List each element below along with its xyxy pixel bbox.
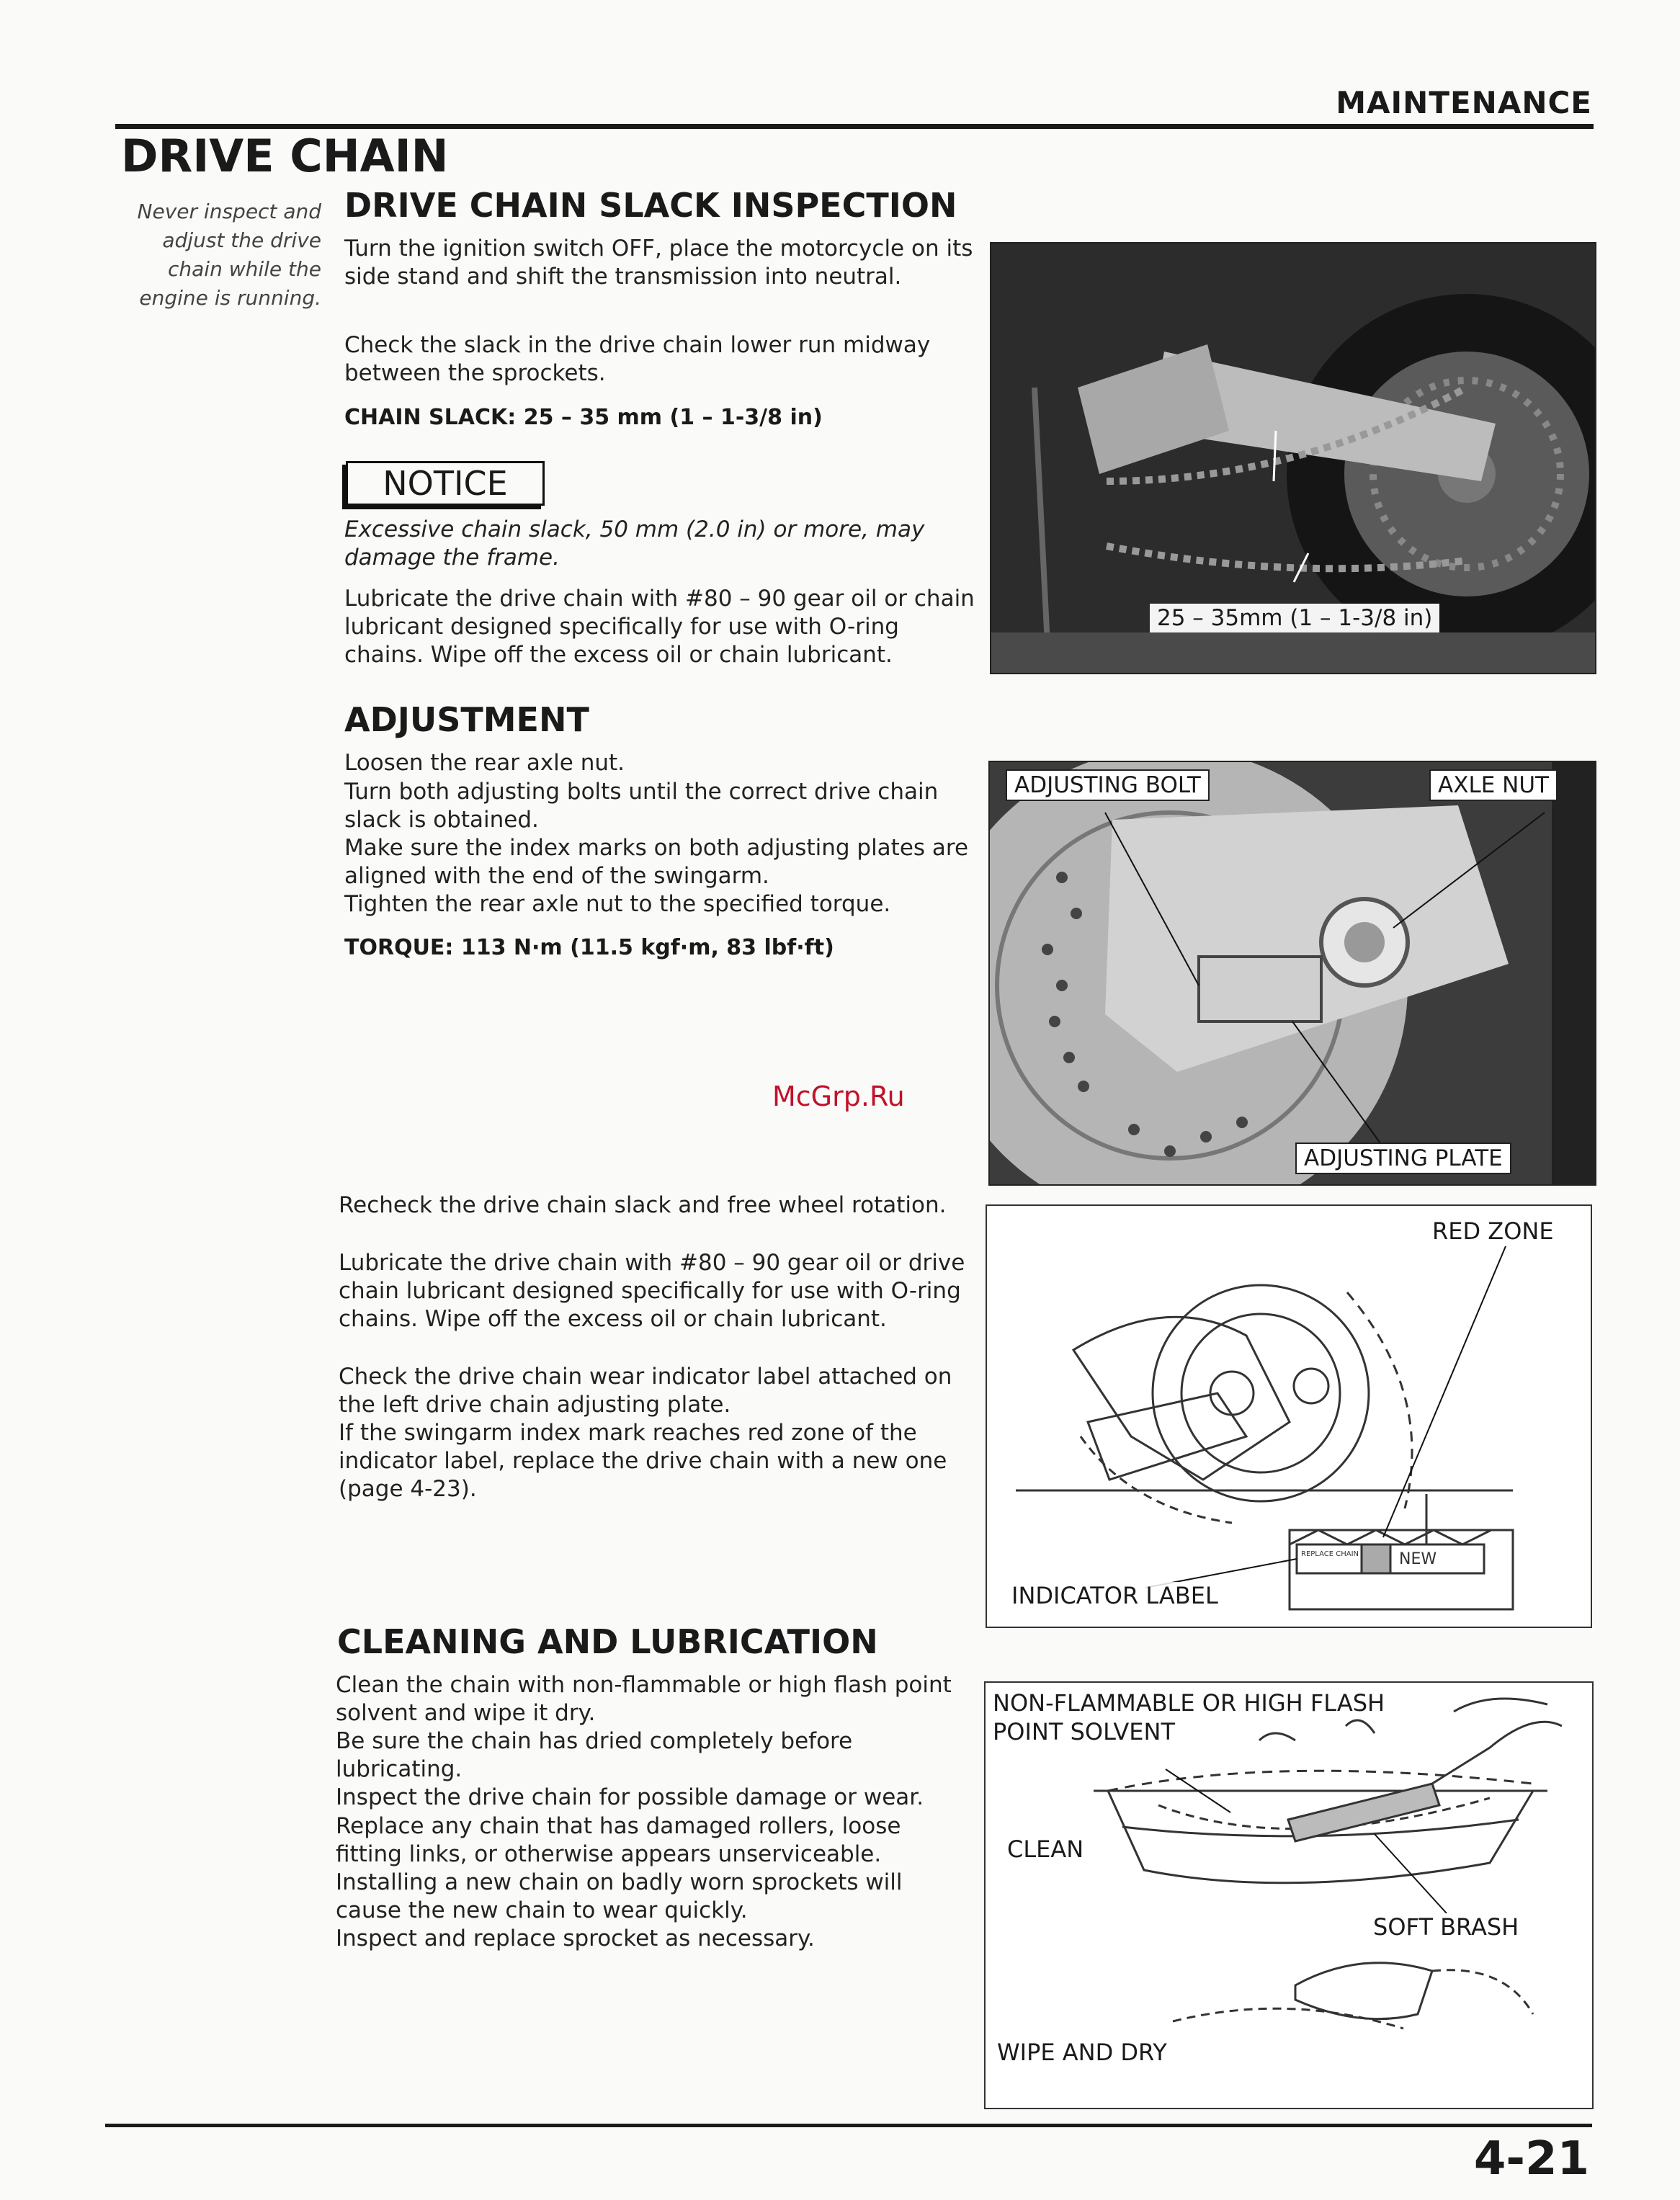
recheck-line-2: Lubricate the drive chain with #80 – 90 gear oil or drive chain lubricant designed specifically for use with O-ring chains. Wipe off the excess oil or chain lubricant. [339, 1250, 965, 1332]
top-rule [115, 124, 1594, 129]
red-zone-label: RED ZONE [1432, 1217, 1554, 1245]
page-title: DRIVE CHAIN [121, 130, 449, 182]
cleaning-line-3: Inspect the drive chain for possible damage or wear. [336, 1784, 924, 1810]
bottom-rule [105, 2124, 1592, 2127]
recheck-line-3: Check the drive chain wear indicator label attached on the left drive chain adjusting plate. [339, 1364, 952, 1418]
chain-slack-photo [990, 242, 1596, 674]
indicator-label-callout: INDICATOR LABEL [1011, 1582, 1218, 1609]
cleaning-line-6: Inspect and replace sprocket as necessary. [336, 1926, 815, 1951]
cleaning-figure [984, 1681, 1594, 2109]
soft-brush-label: SOFT BRASH [1373, 1913, 1519, 1941]
clean-label: CLEAN [1007, 1835, 1084, 1863]
cleaning-line-2: Be sure the chain has dried completely before lubricating. [336, 1728, 853, 1782]
replace-chain-mark: REPLACE CHAIN [1301, 1550, 1359, 1558]
page-number: 4-21 [1473, 2132, 1589, 2186]
slack-measurement-label: 25 – 35mm (1 – 1-3/8 in) [1150, 604, 1439, 632]
adjustment-heading: ADJUSTMENT [344, 700, 589, 739]
solvent-label: NON-FLAMMABLE OR HIGH FLASH POINT SOLVENT [993, 1689, 1385, 1745]
slack-para-1: Turn the ignition switch OFF, place the motorcycle on its side stand and shift the transmission into neutral. [344, 236, 973, 290]
adjusting-plate-label: ADJUSTING PLATE [1295, 1143, 1511, 1174]
adjustment-line-4: Tighten the rear axle nut to the specified torque. [344, 891, 891, 917]
adjustment-line-3: Make sure the index marks on both adjusting plates are aligned with the end of the swingarm. [344, 835, 969, 889]
cleaning-heading: CLEANING AND LUBRICATION [337, 1622, 878, 1661]
notice-label: NOTICE [346, 461, 545, 506]
new-mark: NEW [1399, 1550, 1437, 1568]
adjusting-bolt-label: ADJUSTING BOLT [1006, 769, 1210, 801]
slack-inspection-heading: DRIVE CHAIN SLACK INSPECTION [344, 186, 957, 225]
torque-spec: TORQUE: 113 N·m (11.5 kgf·m, 83 lbf·ft) [344, 935, 834, 960]
adjustment-line-2: Turn both adjusting bolts until the correct drive chain slack is obtained. [344, 779, 939, 833]
adjustment-photo [988, 761, 1596, 1186]
warning-side-note: Never inspect and adjust the drive chain while the engine is running. [137, 200, 321, 310]
notice-text: Excessive chain slack, 50 mm (2.0 in) or more, may damage the frame. [344, 517, 925, 571]
adjustment-line-1: Loosen the rear axle nut. [344, 750, 625, 776]
cleaning-line-4: Replace any chain that has damaged rollers, loose fitting links, or otherwise appears unserviceable. [336, 1813, 901, 1867]
recheck-line-4: If the swingarm index mark reaches red zone of the indicator label, replace the drive chain with a new one (page 4-23). [339, 1420, 947, 1502]
slack-para-2: Check the slack in the drive chain lower run midway between the sprockets. [344, 332, 931, 386]
recheck-line-1: Recheck the drive chain slack and free wheel rotation. [339, 1192, 947, 1218]
indicator-label-figure [986, 1204, 1592, 1628]
section-heading: MAINTENANCE [1336, 85, 1592, 120]
cleaning-line-1: Clean the chain with non-flammable or high flash point solvent and wipe it dry. [336, 1672, 952, 1726]
wipe-and-dry-label: WIPE AND DRY [997, 2039, 1167, 2066]
chain-slack-spec: CHAIN SLACK: 25 – 35 mm (1 – 1-3/8 in) [344, 405, 823, 430]
slack-para-3: Lubricate the drive chain with #80 – 90 gear oil or chain lubricant designed specifically for use with O-ring chains. Wipe off the excess oil or chain lubricant. [344, 586, 975, 668]
watermark: McGrp.Ru [772, 1081, 905, 1112]
cleaning-line-5: Installing a new chain on badly worn sprockets will cause the new chain to wear quickly. [336, 1869, 903, 1923]
axle-nut-label: AXLE NUT [1429, 769, 1558, 801]
